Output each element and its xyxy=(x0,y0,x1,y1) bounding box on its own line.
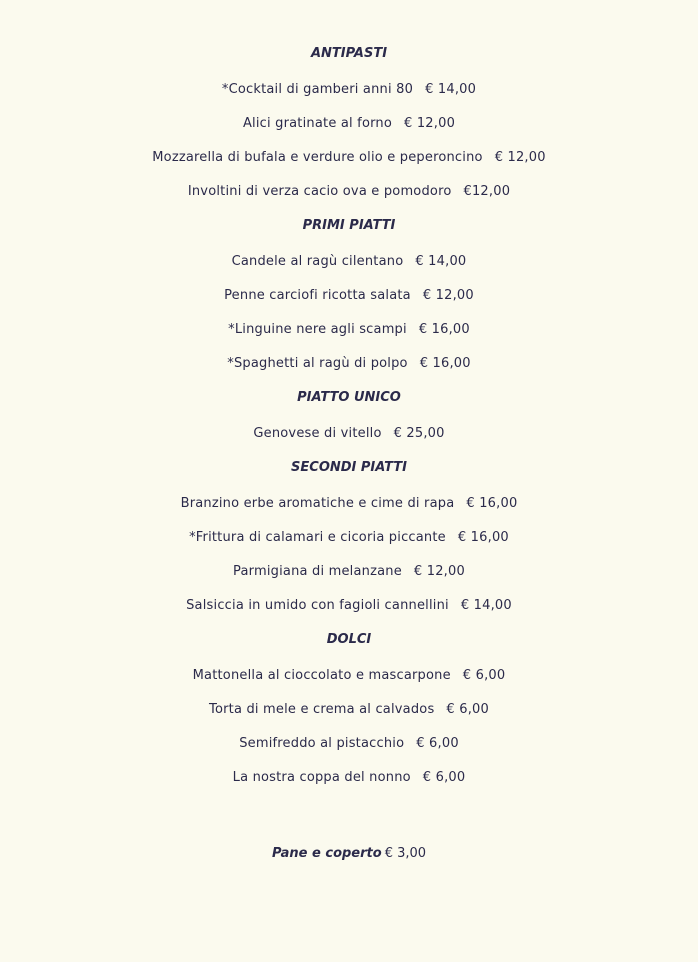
cover-charge-label: Pane e coperto xyxy=(271,846,382,861)
item-price: € 14,00 xyxy=(425,82,477,97)
menu-item xyxy=(0,115,698,133)
item-name: *Frittura di calamari e cicoria piccante xyxy=(189,530,446,545)
menu-item xyxy=(0,287,698,305)
item-name: Salsiccia in umido con fagioli cannellini xyxy=(186,598,449,613)
menu-item xyxy=(0,735,698,753)
menu-item xyxy=(0,149,698,167)
menu-list xyxy=(0,45,698,787)
item-price: € 6,00 xyxy=(422,770,466,785)
section-title-piatto-unico: PIATTO UNICO xyxy=(297,390,401,405)
item-name: *Spaghetti al ragù di polpo xyxy=(227,356,408,371)
item-price: € 16,00 xyxy=(457,530,509,545)
section-title-primi-piatti: PRIMI PIATTI xyxy=(302,218,396,233)
menu-item xyxy=(0,425,698,443)
menu-item xyxy=(0,701,698,719)
menu-item xyxy=(0,183,698,201)
item-name: Involtini di verza cacio ova e pomodoro xyxy=(187,184,452,199)
item-name: *Cocktail di gamberi anni 80 xyxy=(221,82,414,97)
menu-item xyxy=(0,769,698,787)
item-name: *Linguine nere agli scampi xyxy=(228,322,407,337)
item-name: Penne carciofi ricotta salata xyxy=(224,288,411,303)
menu-item xyxy=(0,597,698,615)
item-price: € 6,00 xyxy=(416,736,459,751)
item-price: €12,00 xyxy=(463,184,511,199)
item-name: Candele al ragù cilentano xyxy=(231,254,404,269)
item-name: La nostra coppa del nonno xyxy=(232,770,411,785)
menu-item xyxy=(0,495,698,513)
item-price: € 14,00 xyxy=(415,254,467,269)
menu-item xyxy=(0,563,698,581)
item-price: € 25,00 xyxy=(393,426,445,441)
item-name: Semifreddo al pistacchio xyxy=(239,736,405,751)
item-name: Genovese di vitello xyxy=(253,426,382,441)
menu-item xyxy=(0,253,698,271)
item-price: € 16,00 xyxy=(466,496,518,511)
item-price: € 12,00 xyxy=(494,150,546,165)
menu-item xyxy=(0,529,698,547)
item-name: Mozzarella di bufala e verdure olio e peperoncino xyxy=(152,150,483,165)
cover-charge xyxy=(0,845,698,863)
section-title-dolci: DOLCI xyxy=(326,632,372,647)
menu-item xyxy=(0,321,698,339)
section-title-antipasti: ANTIPASTI xyxy=(310,46,388,61)
item-name: Branzino erbe aromatiche e cime di rapa xyxy=(180,496,455,511)
menu-item xyxy=(0,667,698,685)
menu-item xyxy=(0,81,698,99)
item-price: € 16,00 xyxy=(419,356,471,371)
item-price: € 16,00 xyxy=(418,322,470,337)
menu-item xyxy=(0,355,698,373)
item-price: € 12,00 xyxy=(422,288,474,303)
item-price: € 6,00 xyxy=(462,668,506,683)
item-price: € 6,00 xyxy=(446,702,489,717)
item-price: € 14,00 xyxy=(460,598,512,613)
item-price: € 12,00 xyxy=(404,116,456,131)
section-title-secondi-piatti: SECONDI PIATTI xyxy=(291,460,407,475)
item-price: € 12,00 xyxy=(413,564,465,579)
cover-charge-price: € 3,00 xyxy=(384,846,427,861)
item-name: Mattonella al cioccolato e mascarpone xyxy=(192,668,451,683)
item-name: Torta di mele e crema al calvados xyxy=(209,702,435,717)
item-name: Alici gratinate al forno xyxy=(242,116,393,131)
item-name: Parmigiana di melanzane xyxy=(233,564,402,579)
